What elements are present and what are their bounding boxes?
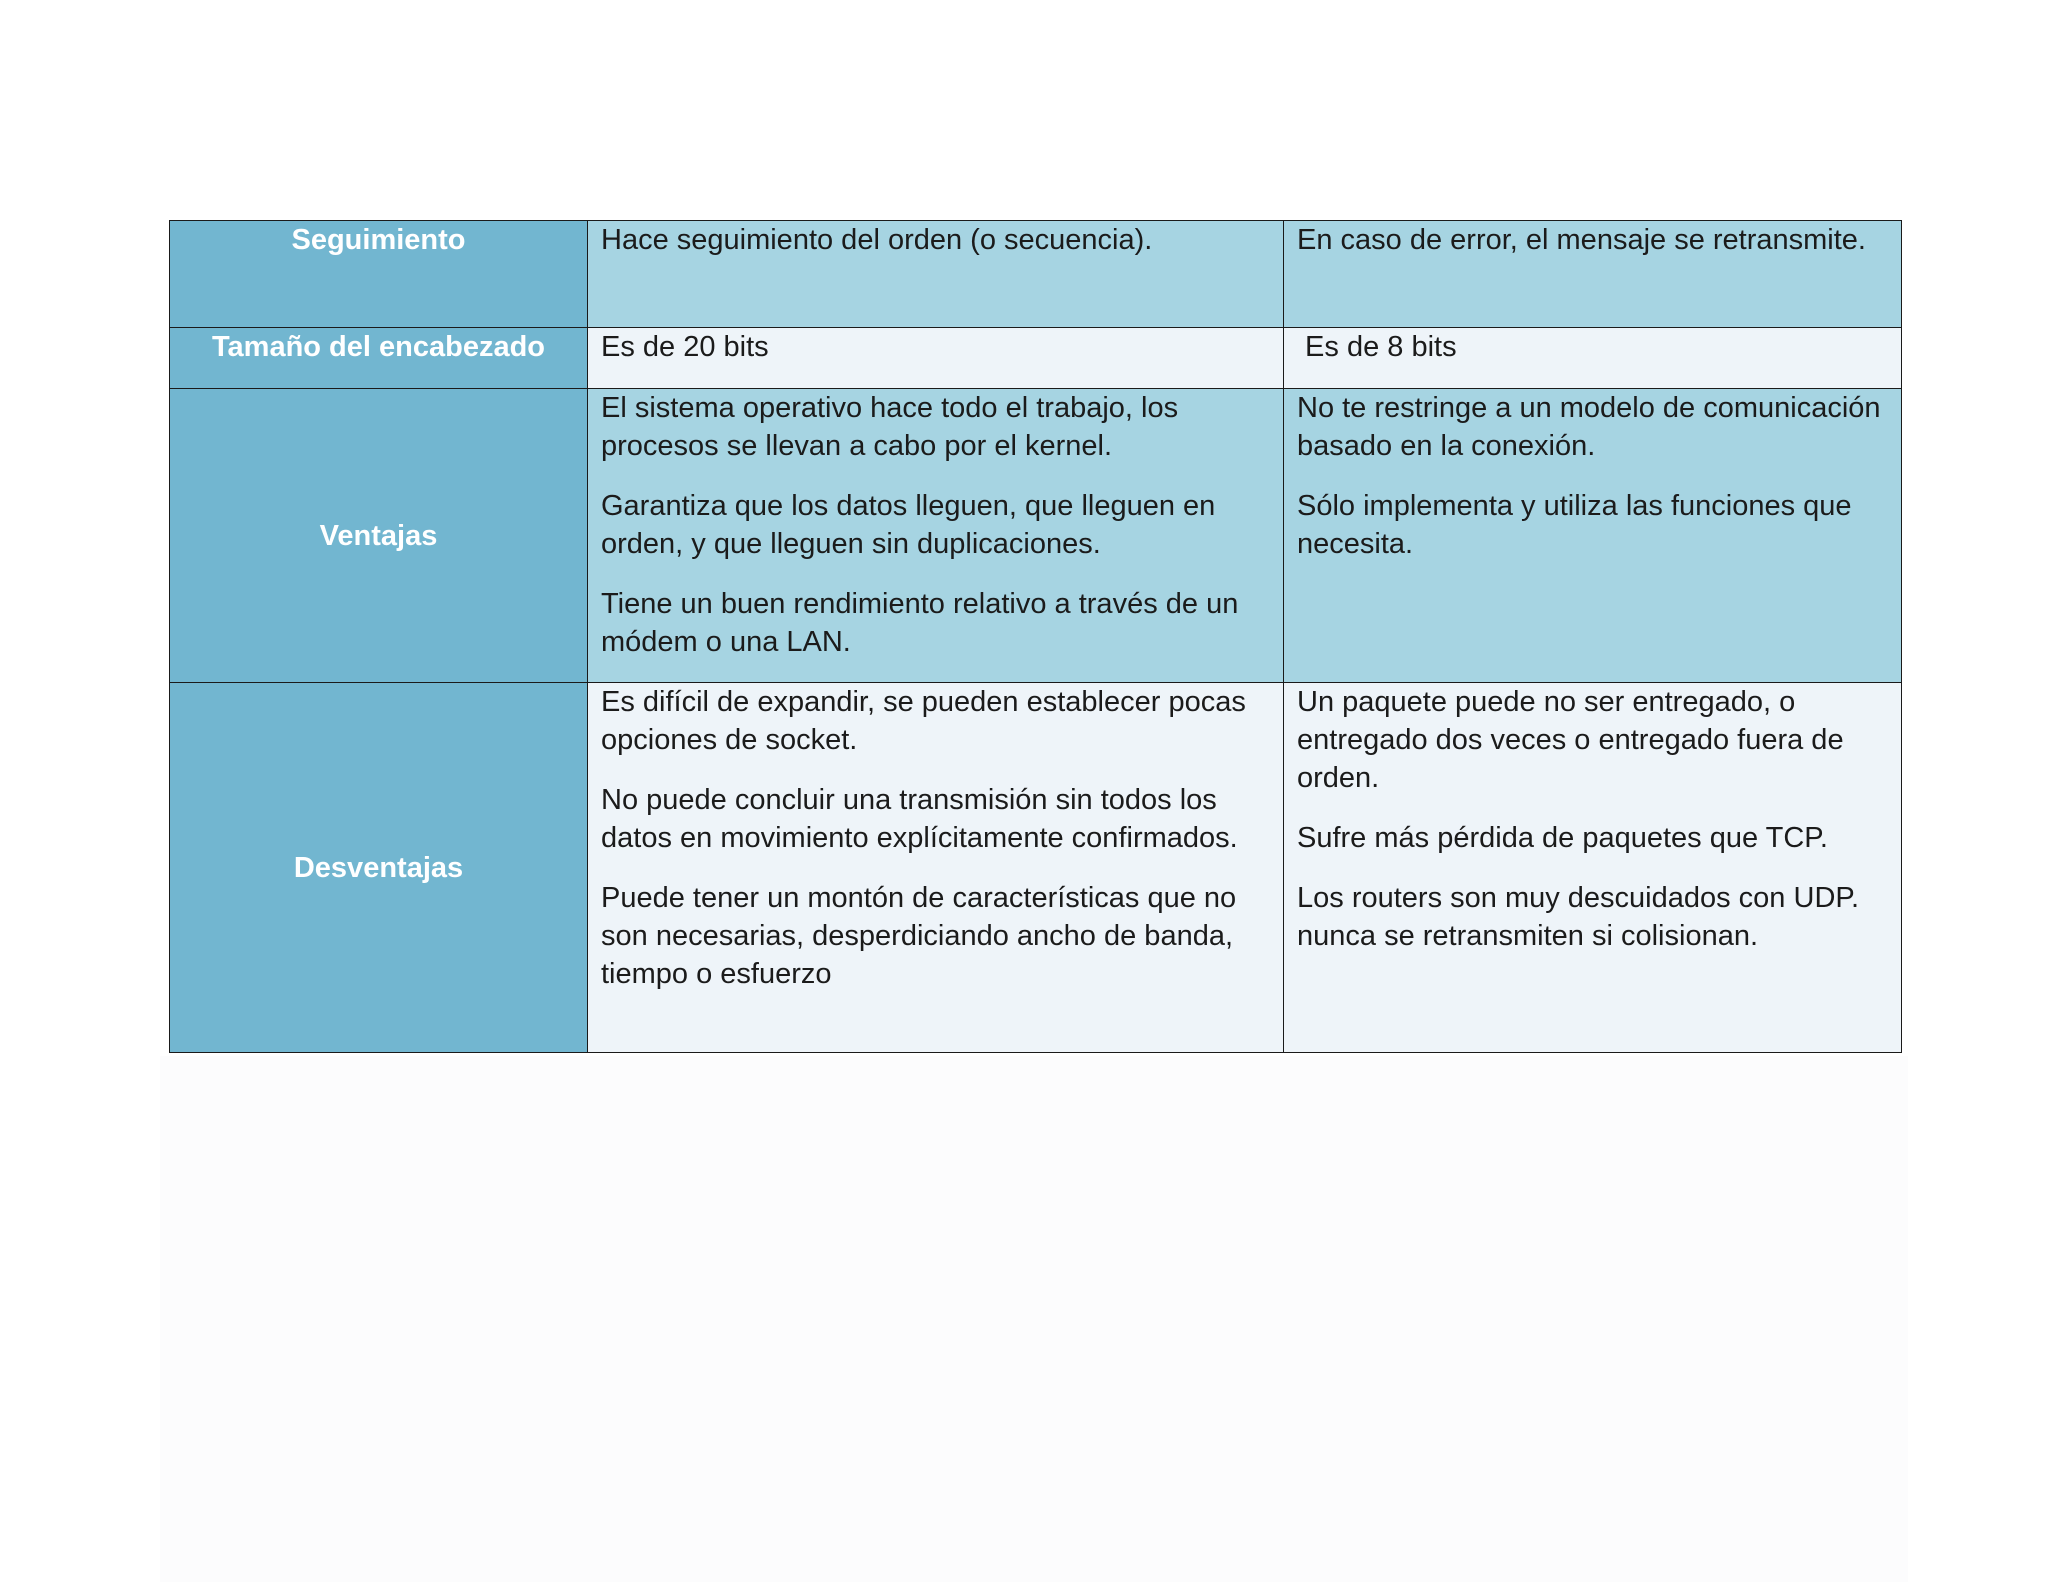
cell-paragraph: Un paquete puede no ser entregado, o entregado dos veces o entregado fuera de orden. (1297, 686, 1844, 794)
table-row-tamano-encabezado (170, 328, 1902, 389)
row-label: Ventajas (319, 519, 438, 552)
table-cell (1284, 683, 1902, 1053)
page-background (160, 1056, 1908, 1582)
cell-paragraph: Los routers son muy descuidados con UDP. nunca se retransmiten si colisionan. (1297, 882, 1860, 952)
cell-paragraph: Tiene un buen rendimiento relativo a través de un módem o una LAN. (601, 588, 1239, 658)
table-cell (588, 221, 1284, 328)
cell-paragraph: No te restringe a un modelo de comunicación basado en la conexión. (1297, 392, 1881, 462)
cell-paragraph: Sólo implementa y utiliza las funciones que necesita. (1297, 490, 1852, 560)
table-cell (588, 683, 1284, 1053)
cell-paragraph: No puede concluir una transmisión sin todos los datos en movimiento explícitamente confirmados. (601, 784, 1238, 854)
table-row-desventajas (170, 683, 1902, 1053)
table-cell (1284, 389, 1902, 683)
cell-paragraph: Es difícil de expandir, se pueden establecer pocas opciones de socket. (601, 686, 1246, 756)
cell-paragraph: Garantiza que los datos lleguen, que lleguen en orden, y que lleguen sin duplicaciones. (601, 490, 1216, 560)
row-label-cell (170, 683, 588, 1053)
row-label-cell (170, 328, 588, 389)
table-row-ventajas (170, 389, 1902, 683)
row-label-cell (170, 389, 588, 683)
cell-paragraph: Es de 8 bits (1297, 331, 1457, 363)
cell-paragraph: Hace seguimiento del orden (o secuencia). (601, 224, 1153, 256)
table-cell (588, 389, 1284, 683)
row-label: Seguimiento (291, 224, 466, 256)
table-cell (1284, 328, 1902, 389)
row-label: Tamaño del encabezado (211, 331, 546, 363)
cell-paragraph: Sufre más pérdida de paquetes que TCP. (1297, 822, 1828, 854)
row-label: Desventajas (293, 851, 464, 884)
cell-paragraph: En caso de error, el mensaje se retransmite. (1297, 224, 1866, 256)
row-label-cell (170, 221, 588, 328)
cell-paragraph: El sistema operativo hace todo el trabajo, los procesos se llevan a cabo por el kernel. (601, 392, 1179, 462)
table-row-seguimiento (170, 221, 1902, 328)
comparison-table (169, 220, 1902, 1053)
table-cell (588, 328, 1284, 389)
cell-paragraph: Puede tener un montón de características que no son necesarias, desperdiciando ancho de banda, tiempo o esfuerzo (601, 882, 1237, 990)
table-cell (1284, 221, 1902, 328)
cell-paragraph: Es de 20 bits (601, 331, 769, 363)
